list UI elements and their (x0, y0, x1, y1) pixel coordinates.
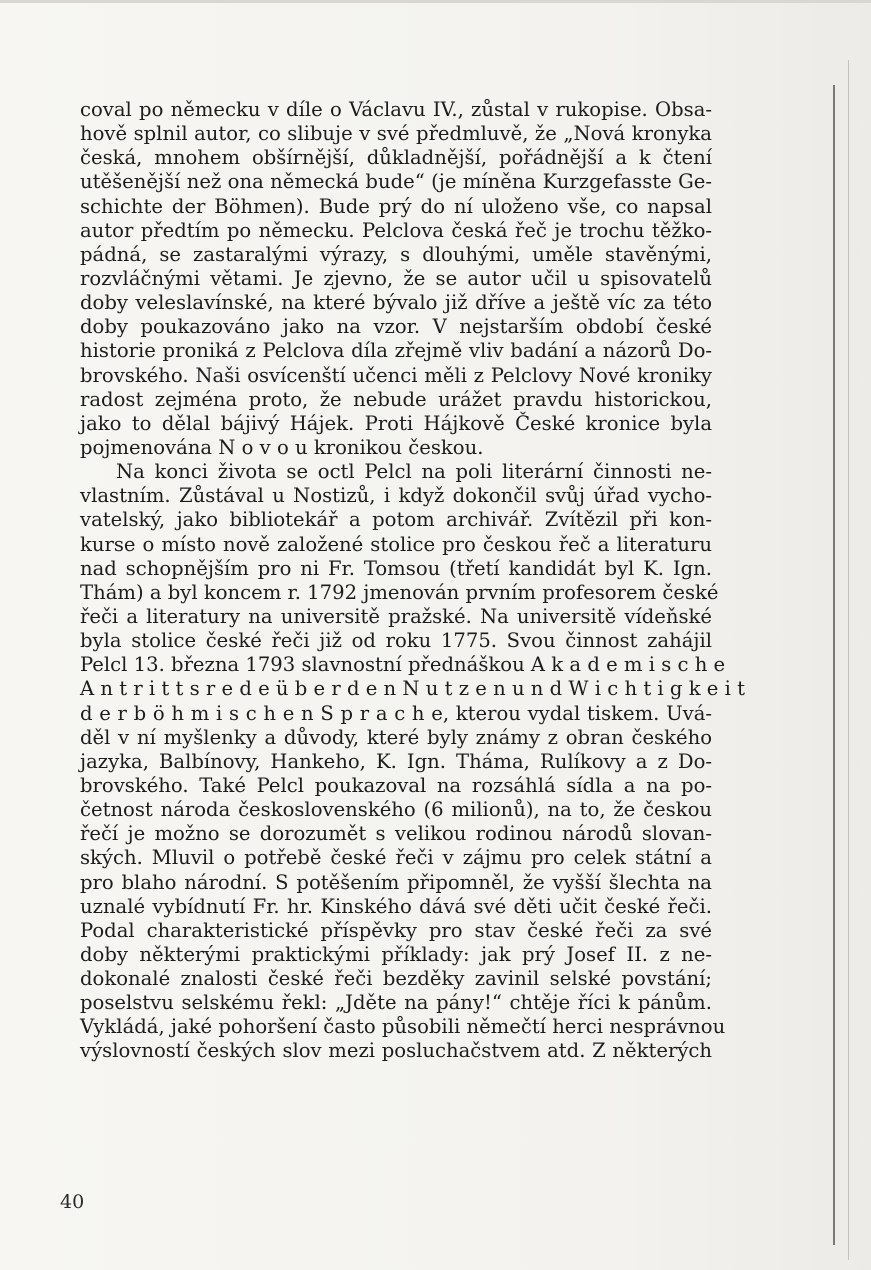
text-line: brovského. Také Pelcl poukazoval na rozsáhlá sídla a na po- (80, 773, 712, 797)
text-line: výslovností českých slov mezi posluchačstvem atd. Z některých (80, 1039, 712, 1063)
text-line: uznalé vybídnutí Fr. hr. Kinského dává své děti učit české řeči. (80, 894, 712, 918)
text-line: byla stolice české řeči již od roku 1775. Svou činnost zahájil (80, 629, 712, 653)
text-line: pro blaho národní. S potěšením připomněl, že vyšší šlechta na (80, 870, 712, 894)
binding-shadow (833, 85, 835, 1245)
text-line: hově splnil autor, co slibuje v své předmluvě, že „Nová kronyka (80, 122, 712, 146)
text-line: schichte der Böhmen). Bude prý do ní uloženo vše, co napsal (80, 194, 712, 218)
text-line: poselstvu selskému řekl: „Jděte na pány!“ chtěje říci k pánům. (80, 991, 712, 1015)
text-line: utěšenější než ona německá bude“ (je míněna Kurzgefasste Ge- (80, 170, 712, 194)
text-line: četnost národa československého (6 milionů), na to, že českou (80, 798, 712, 822)
text-line: dokonalé znalosti české řeči bezděky zavinil selské povstání; (80, 967, 712, 991)
text-line: česká, mnohem obšírnější, důkladnější, pořádnější a k čtení (80, 146, 712, 170)
page-number: 40 (60, 1191, 85, 1213)
text-line: d e r b ö h m i s c h e n S p r a c h e, kterou vydal tiskem. Uvá- (80, 701, 712, 725)
text-line: řeči a literatury na universitě pražské. Na universitě vídeňské (80, 604, 712, 628)
text-line: rozvláčnými větami. Je zjevno, že se autor učil u spisovatelů (80, 266, 712, 290)
text-line: doby veleslavínské, na které bývalo již dříve a ještě víc za této (80, 291, 712, 315)
text-line: nad schopnějším pro ni Fr. Tomsou (třetí kandidát byl K. Ign. (80, 556, 712, 580)
text-line: vatelský, jako bibliotekář a potom archivář. Zvítězil při kon- (80, 508, 712, 532)
text-line: radost zejména proto, že nebude urážet pravdu historickou, (80, 387, 712, 411)
text-line: vlastním. Zůstával u Nostizů, i když dokončil svůj úřad vycho- (80, 484, 712, 508)
text-line: doby poukazováno jako na vzor. V nejstarším období české (80, 315, 712, 339)
text-line: A n t r i t t s r e d e ü b e r d e n N u t z e n u n d W i c h t i g k e i t (80, 677, 745, 701)
text-line: doby některými praktickými příklady: jak prý Josef II. z ne- (80, 942, 712, 966)
text-line: ských. Mluvil o potřebě české řeči v zájmu pro celek státní a (80, 846, 712, 870)
text-line: jako to dělal bájivý Hájek. Proti Hájkově České kronice byla (80, 411, 712, 435)
text-line: pojmenována N o v o u kronikou českou. (80, 435, 484, 459)
text-line: Vykládá, jaké pohoršení často působili němečtí herci nesprávnou (80, 1015, 726, 1039)
binding-edge (848, 60, 849, 1260)
text-line: řečí je možno se dorozumět s velikou rodinou národů slovan- (80, 822, 712, 846)
body-text (80, 98, 745, 1064)
text-line: Na konci života se octl Pelcl na poli literární činnosti ne- (116, 460, 712, 484)
text-line: kurse o místo nově založené stolice pro českou řeč a literaturu (80, 532, 712, 556)
text-line: Thám) a byl koncem r. 1792 jmenován prvním profesorem české (80, 580, 719, 604)
page-top-edge (0, 0, 871, 3)
text-line: coval po německu v díle o Václavu IV., zůstal v rukopise. Obsa- (80, 98, 712, 121)
text-line: jazyka, Balbínovy, Hankeho, K. Ign. Tháma, Rulíkovy a z Do- (80, 749, 712, 773)
text-line: autor předtím po německu. Pelclova česká řeč je trochu těžko- (80, 218, 712, 242)
text-line: Podal charakteristické příspěvky pro stav české řeči za své (80, 918, 712, 942)
text-line: pádná, se zastaralými výrazy, s dlouhými, uměle stavěnými, (80, 242, 712, 266)
text-line: historie proniká z Pelclova díla zřejmě vliv badání a názorů Do- (80, 339, 712, 363)
text-line: brovského. Naši osvícenští učenci měli z Pelclovy Nové kroniky (80, 363, 712, 387)
text-line: Pelcl 13. března 1793 slavnostní přednáškou A k a d e m i s c h e (80, 653, 726, 677)
text-line: děl v ní myšlenky a důvody, které byly známy z obran českého (80, 725, 712, 749)
